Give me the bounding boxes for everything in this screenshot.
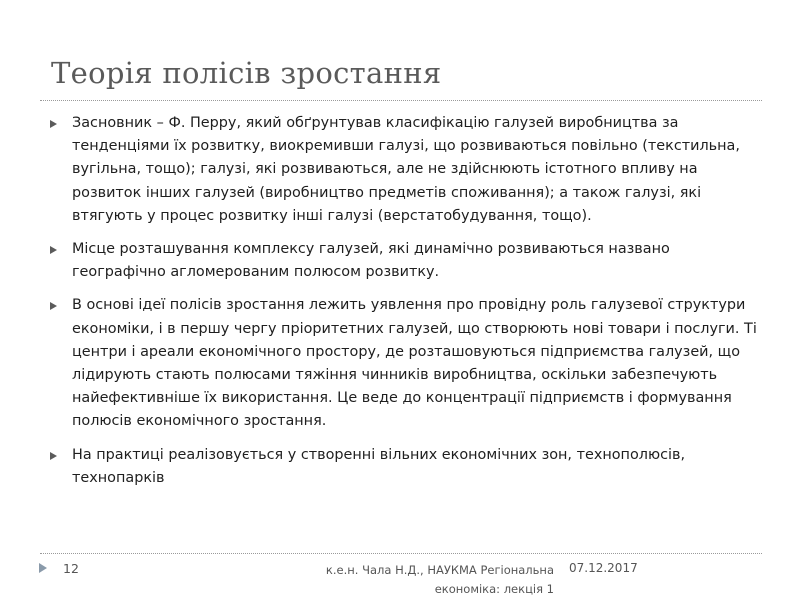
- bullet-triangle-icon: [50, 246, 57, 254]
- bullet-text: В основі ідеї полісів зростання лежить уявлення про провідну роль галузевої структури економіки, і в першу чергу пріоритетних галузей, що створюють нові товари і послуги. Ті центри і ареали економічного простору, де розташовуються підприємства галузей, що лідирують стають полюсами тяжіння чинників виробництва, оскільки забезпечують найефективніше їх використання. Це веде до концентрації підприємств і формування полюсів економічного зростання.: [72, 297, 757, 430]
- bullet-item-founder: [50, 112, 762, 228]
- footer-triangle-icon: [39, 563, 47, 573]
- bullet-item-practice: [50, 444, 762, 490]
- page-number: 12: [63, 561, 79, 576]
- footer-divider: [40, 553, 762, 554]
- footer-author: к.е.н. Чала Н.Д., НАУКМА Регіональна економіка: лекція 1: [325, 563, 554, 596]
- slide-content: [50, 112, 762, 500]
- bullet-triangle-icon: [50, 120, 57, 128]
- bullet-text: На практиці реалізовується у створенні вільних економічних зон, технополюсів, технопарків: [72, 446, 686, 486]
- bullet-triangle-icon: [50, 302, 57, 310]
- bullet-triangle-icon: [50, 452, 57, 460]
- slide-title: Теорія полісів зростання: [51, 56, 442, 90]
- bullet-item-location: [50, 238, 762, 284]
- bullet-text: Засновник – Ф. Перру, який обґрунтував класифікацію галузей виробництва за тенденціями їх розвитку, виокремивши галузі, що розвиваються повільно (текстильна, вугільна, тощо); галузі, які розвиваються, але не здійснюють істотного впливу на розвиток інших галузей (виробництво предметів споживання); а також галузі, які втягують у процес розвитку інші галузі (верстатобудування, тощо).: [72, 115, 740, 224]
- title-divider: [40, 100, 762, 101]
- footer-date: 07.12.2017: [569, 561, 638, 575]
- bullet-item-core-idea: [50, 294, 762, 433]
- bullet-text: Місце розташування комплексу галузей, які динамічно розвиваються названо географічно агломерованим полюсом розвитку.: [72, 241, 670, 281]
